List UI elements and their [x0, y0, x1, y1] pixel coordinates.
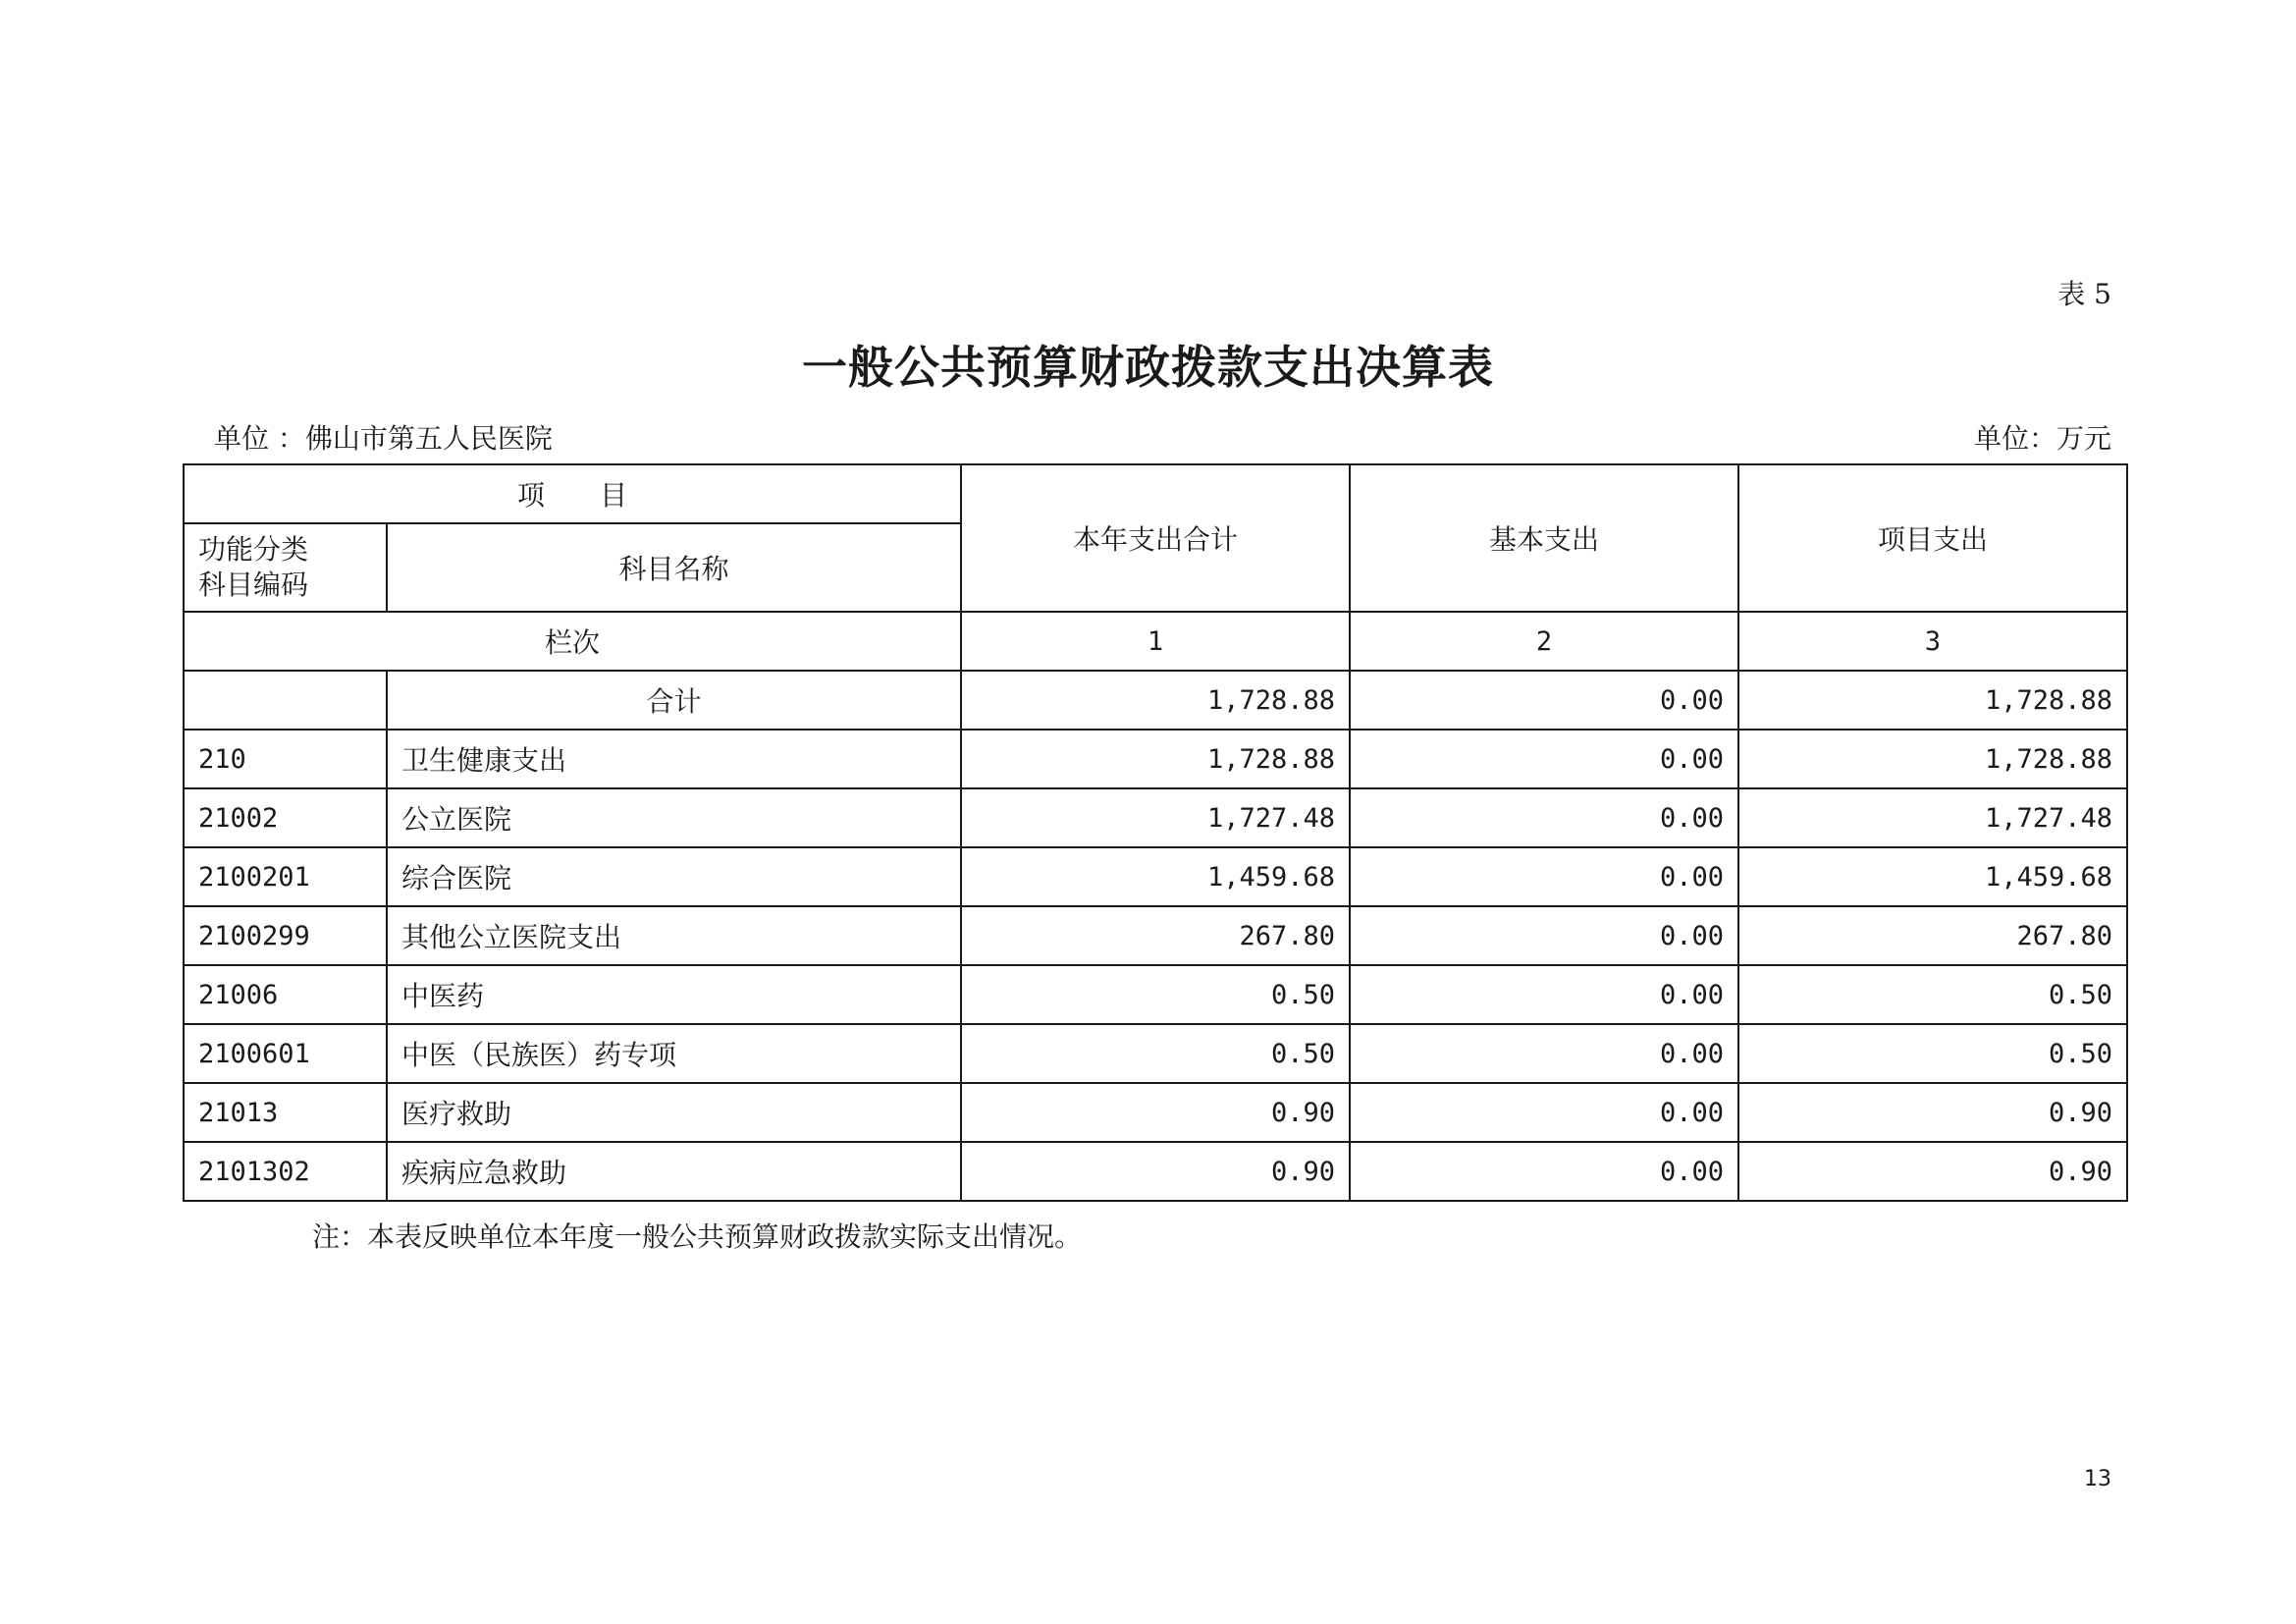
- column-index-2: 2: [1350, 612, 1738, 671]
- column-index-3: 3: [1738, 612, 2127, 671]
- row-project: 0.50: [1738, 1024, 2127, 1083]
- row-basic: 0.00: [1350, 1083, 1738, 1142]
- row-total: 267.80: [961, 906, 1350, 965]
- header-project-expense: 项目支出: [1738, 464, 2127, 612]
- expenditure-table: [183, 463, 2128, 1202]
- row-basic: 0.00: [1350, 906, 1738, 965]
- header-basic: 基本支出: [1350, 464, 1738, 612]
- header-total: 本年支出合计: [961, 464, 1350, 612]
- row-code: 210: [184, 730, 387, 788]
- row-basic: 0.00: [1350, 788, 1738, 847]
- row-code: 2100601: [184, 1024, 387, 1083]
- row-total: 1,728.88: [961, 671, 1350, 730]
- row-basic: 0.00: [1350, 1024, 1738, 1083]
- row-code: 21013: [184, 1083, 387, 1142]
- table-row: [184, 730, 2127, 788]
- header-code: [184, 523, 387, 612]
- page-number: 13: [2084, 1467, 2111, 1491]
- row-code: [184, 671, 387, 730]
- currency-unit: 单位：万元: [1973, 422, 2111, 455]
- row-basic: 0.00: [1350, 1142, 1738, 1201]
- row-project: 1,728.88: [1738, 671, 2127, 730]
- row-project: 0.90: [1738, 1142, 2127, 1201]
- row-basic: 0.00: [1350, 965, 1738, 1024]
- table-row: [184, 906, 2127, 965]
- row-name: 中医（民族医）药专项: [387, 1024, 961, 1083]
- row-name: 疾病应急救助: [387, 1142, 961, 1201]
- row-code: 2100299: [184, 906, 387, 965]
- row-name: 中医药: [387, 965, 961, 1024]
- table-row: [184, 965, 2127, 1024]
- table-row: [184, 788, 2127, 847]
- table-row-total: [184, 671, 2127, 730]
- table-footnote: 注：本表反映单位本年度一般公共预算财政拨款实际支出情况。: [312, 1220, 1083, 1253]
- table-row: [184, 1083, 2127, 1142]
- column-index-row: [184, 612, 2127, 671]
- row-total: 0.50: [961, 1024, 1350, 1083]
- row-name: 综合医院: [387, 847, 961, 906]
- row-code: 2100201: [184, 847, 387, 906]
- header-code-line2: 科目编码: [198, 568, 309, 601]
- column-index-label: 栏次: [184, 612, 961, 671]
- row-name: 合计: [387, 671, 961, 730]
- row-project: 0.50: [1738, 965, 2127, 1024]
- row-code: 2101302: [184, 1142, 387, 1201]
- row-project: 267.80: [1738, 906, 2127, 965]
- page-title: 一般公共预算财政拨款支出决算表: [802, 341, 1494, 394]
- row-code: 21006: [184, 965, 387, 1024]
- row-project: 1,459.68: [1738, 847, 2127, 906]
- row-total: 1,459.68: [961, 847, 1350, 906]
- row-total: 0.90: [961, 1142, 1350, 1201]
- reporting-unit: 单位 ：佛山市第五人民医院: [214, 422, 553, 455]
- table-row: [184, 847, 2127, 906]
- row-total: 0.50: [961, 965, 1350, 1024]
- row-project: 1,727.48: [1738, 788, 2127, 847]
- row-project: 1,728.88: [1738, 730, 2127, 788]
- row-code: 21002: [184, 788, 387, 847]
- header-code-line1: 功能分类: [198, 533, 309, 566]
- header-project: 项 目: [184, 464, 961, 523]
- row-total: 0.90: [961, 1083, 1350, 1142]
- row-name: 医疗救助: [387, 1083, 961, 1142]
- row-project: 0.90: [1738, 1083, 2127, 1142]
- table-row: [184, 1024, 2127, 1083]
- row-total: 1,727.48: [961, 788, 1350, 847]
- row-basic: 0.00: [1350, 730, 1738, 788]
- row-name: 卫生健康支出: [387, 730, 961, 788]
- table-number: 表 5: [2057, 278, 2111, 310]
- row-name: 公立医院: [387, 788, 961, 847]
- header-row-1: [184, 464, 2127, 523]
- row-name: 其他公立医院支出: [387, 906, 961, 965]
- row-total: 1,728.88: [961, 730, 1350, 788]
- row-basic: 0.00: [1350, 847, 1738, 906]
- column-index-1: 1: [961, 612, 1350, 671]
- table-row: [184, 1142, 2127, 1201]
- header-name: 科目名称: [387, 523, 961, 612]
- row-basic: 0.00: [1350, 671, 1738, 730]
